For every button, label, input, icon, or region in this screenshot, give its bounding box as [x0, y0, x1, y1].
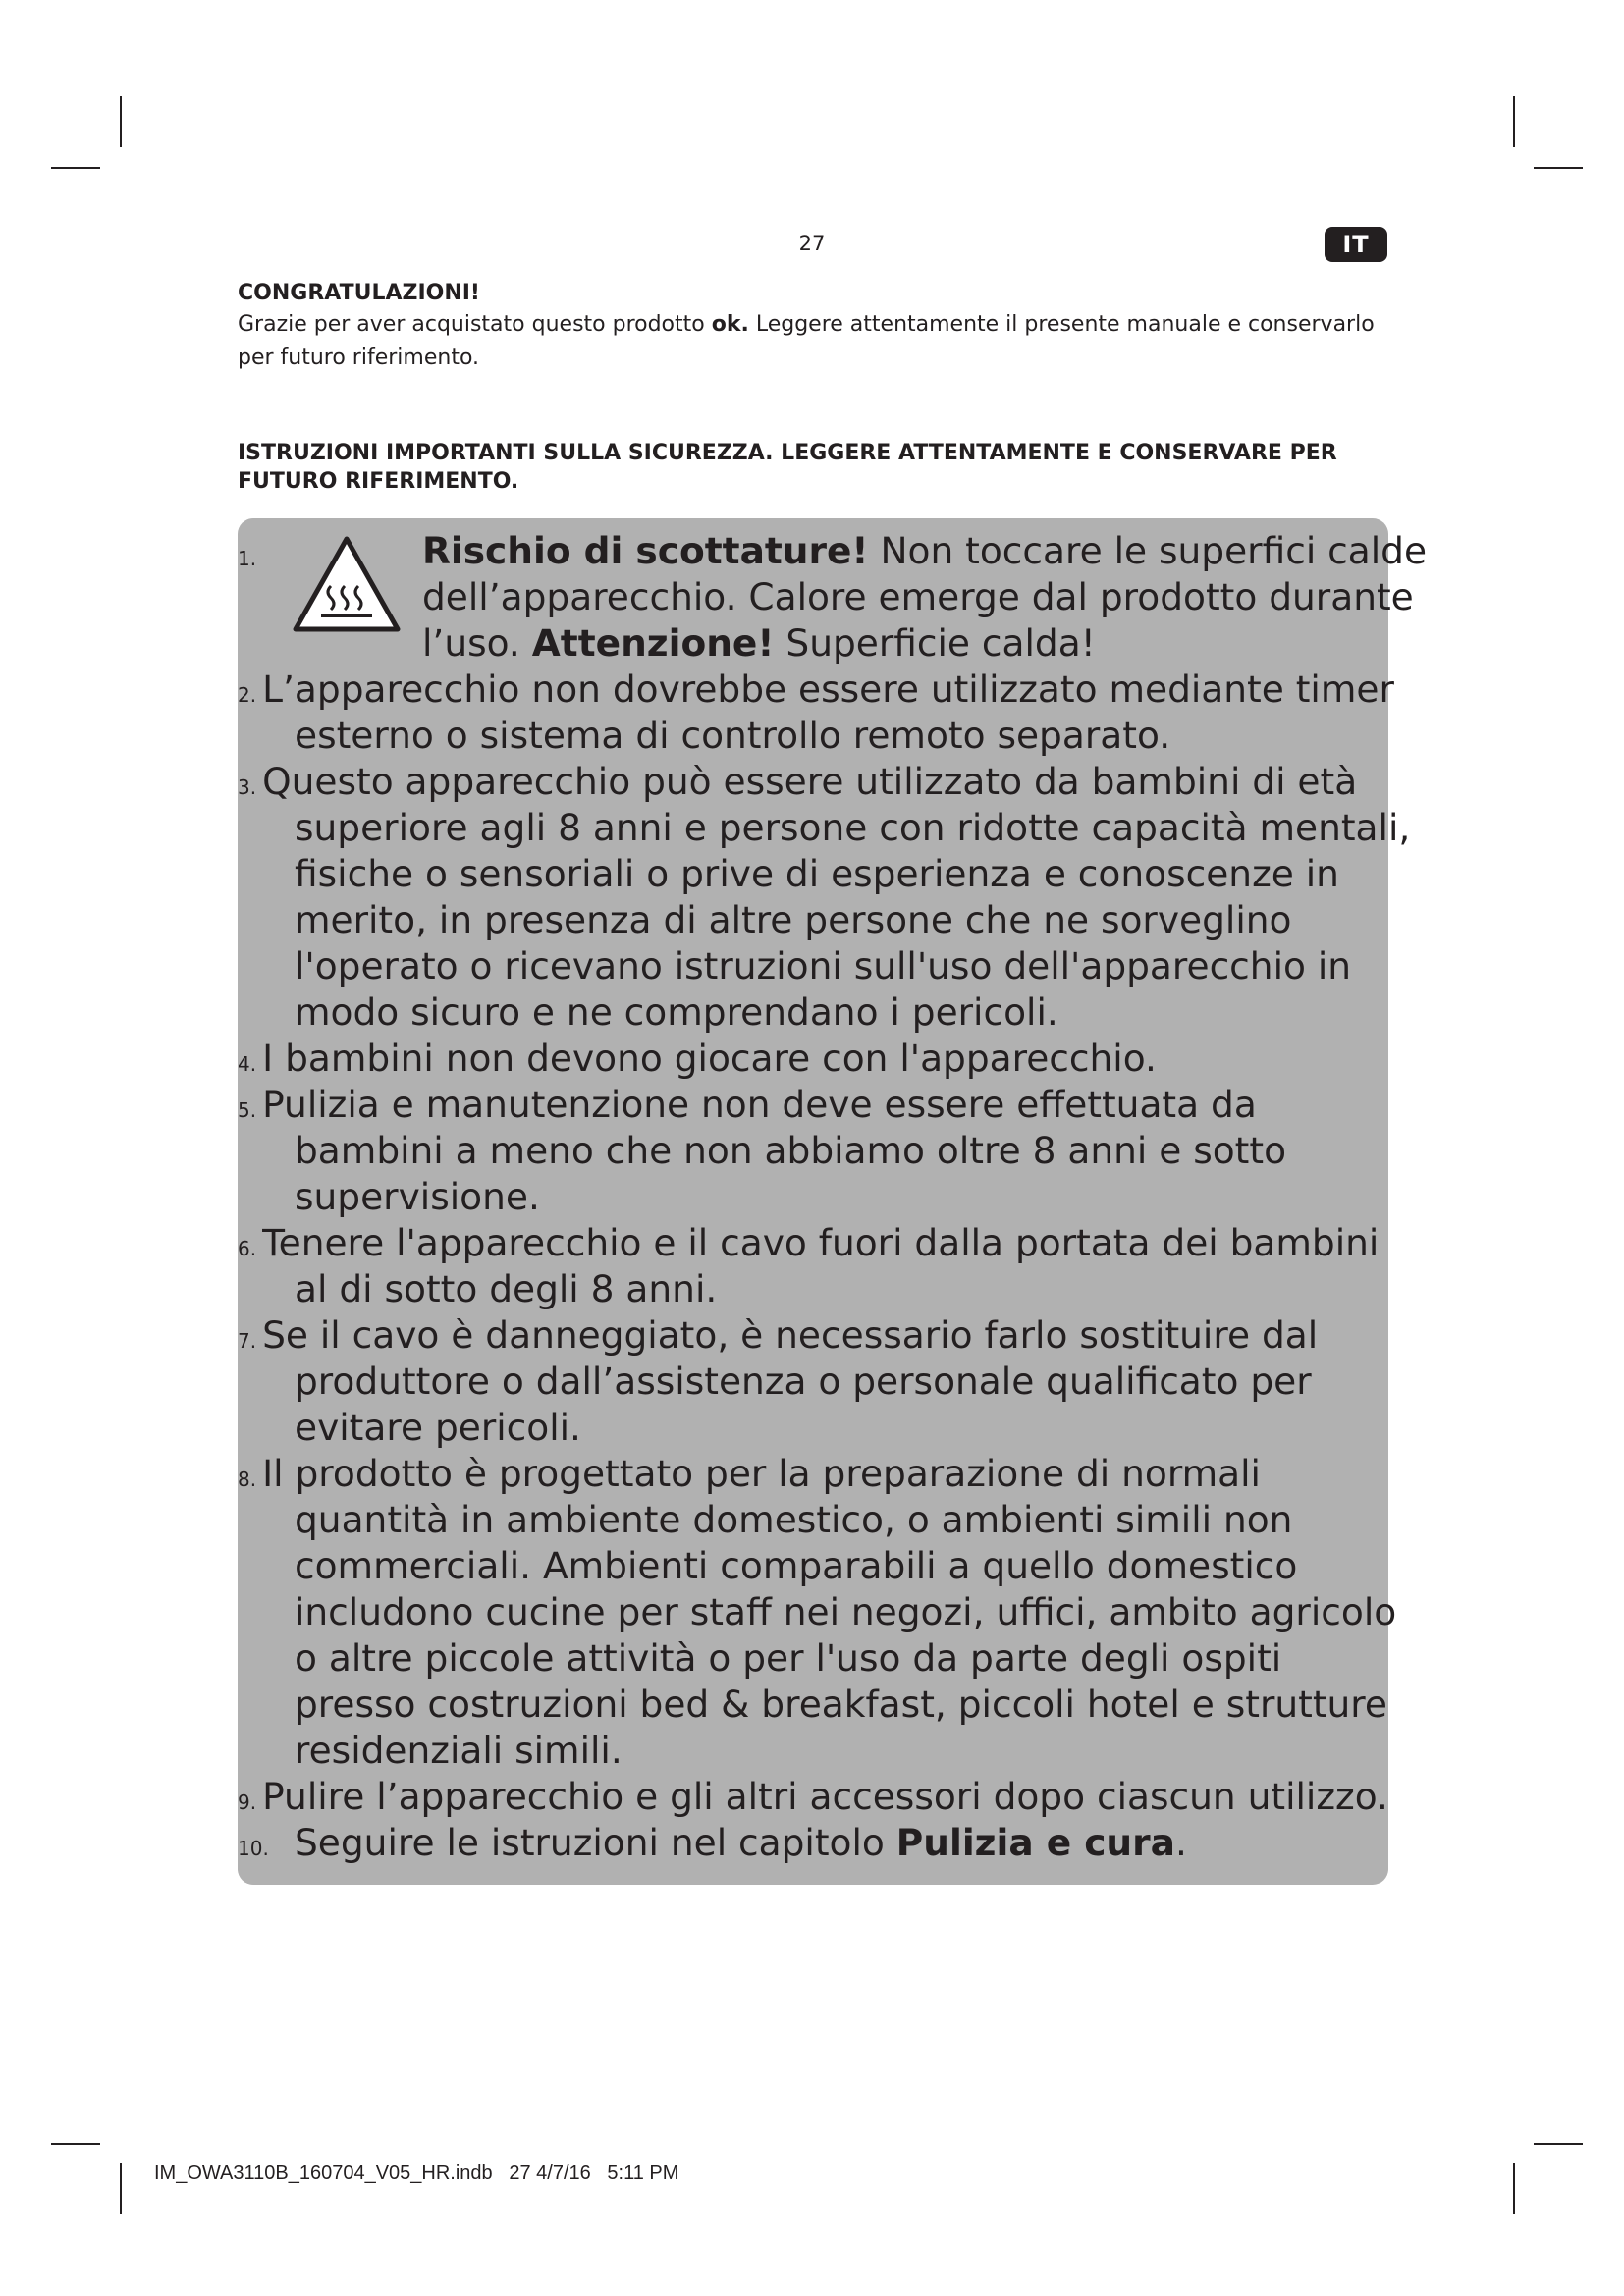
burn-risk-label: Rischio di scottature! — [422, 529, 869, 572]
hot-surface-warning-icon — [292, 535, 402, 633]
list-item — [238, 1220, 1379, 1272]
item-text: Questo apparecchio può essere utilizzato da bambini di età — [262, 760, 1358, 803]
list-item — [238, 1774, 1388, 1826]
congratulations-title: CONGRATULAZIONI! — [238, 281, 480, 305]
list-item-line — [422, 528, 1427, 574]
list-item-line — [422, 620, 1096, 667]
list-item — [238, 1036, 1157, 1088]
safety-heading-line: ISTRUZIONI IMPORTANTI SULLA SICUREZZA. LEGGERE ATTENTAMENTE E CONSERVARE PER — [238, 441, 1337, 465]
intro-text: Grazie per aver acquistato questo prodotto — [238, 312, 712, 337]
intro-paragraph — [238, 308, 1386, 375]
crop-mark — [120, 96, 122, 147]
item-text: l’uso. — [422, 621, 532, 665]
list-item-line: fisiche o sensoriali o prive di esperienza e conoscenze in — [295, 852, 1339, 895]
crop-mark — [51, 167, 100, 169]
brand-name: ok. — [711, 312, 749, 337]
list-item — [238, 1082, 1257, 1134]
cleaning-chapter-reference: Pulizia e cura — [895, 1821, 1175, 1864]
item-number: 1. — [238, 547, 257, 570]
item-number: 4. — [238, 1052, 257, 1076]
language-badge: IT — [1325, 227, 1387, 262]
list-item — [238, 1312, 1318, 1364]
item-number: 10. — [238, 1837, 269, 1860]
list-item-line: o altre piccole attività o per l'uso da parte degli ospiti — [295, 1636, 1282, 1680]
list-item-line: l'operato o ricevano istruzioni sull'uso dell'apparecchio in — [295, 944, 1352, 988]
item-number: 9. — [238, 1790, 257, 1814]
list-item-line: presso costruzioni bed & breakfast, piccoli hotel e strutture — [295, 1682, 1387, 1726]
item-text: Pulire l’apparecchio e gli altri accessori dopo ciascun utilizzo. — [262, 1775, 1388, 1818]
crop-mark — [1534, 167, 1583, 169]
item-text: Se il cavo è danneggiato, è necessario farlo sostituire dal — [262, 1313, 1319, 1357]
item-text: Il prodotto è progettato per la preparazione di normali — [262, 1452, 1261, 1495]
list-item-line: bambini a meno che non abbiamo oltre 8 anni e sotto — [295, 1129, 1287, 1172]
list-item-line: commerciali. Ambienti comparabili a quello domestico — [295, 1544, 1298, 1587]
item-number: 2. — [238, 683, 257, 707]
item-text: Non toccare le superfici calde — [868, 529, 1428, 572]
list-item — [238, 667, 1394, 719]
item-text: Seguire le istruzioni nel capitolo — [295, 1821, 896, 1864]
list-item-line: includono cucine per staff nei negozi, uffici, ambito agricolo — [295, 1590, 1397, 1633]
list-item-line: supervisione. — [295, 1175, 540, 1218]
intro-text: per futuro riferimento. — [238, 346, 480, 370]
crop-mark — [51, 2143, 100, 2145]
print-slug: IM_OWA3110B_160704_V05_HR.indb 27 4/7/16 5:11 PM — [154, 2163, 679, 2184]
intro-text: Leggere attentamente il presente manuale e conservarlo — [748, 312, 1375, 337]
list-item-line: al di sotto degli 8 anni. — [295, 1267, 718, 1310]
item-text: Superficie calda! — [774, 621, 1096, 665]
list-item-line: quantità in ambiente domestico, o ambienti simili non — [295, 1498, 1293, 1541]
item-number: 6. — [238, 1237, 257, 1260]
crop-mark — [1513, 2163, 1515, 2214]
crop-mark — [1513, 96, 1515, 147]
item-text: L’apparecchio non dovrebbe essere utilizzato mediante timer — [262, 667, 1394, 711]
crop-mark — [120, 2163, 122, 2214]
list-item-line: modo sicuro e ne comprendano i pericoli. — [295, 990, 1058, 1034]
list-item — [238, 1451, 1261, 1503]
list-item-line: residenziali simili. — [295, 1729, 623, 1772]
safety-heading-line: FUTURO RIFERIMENTO. — [238, 469, 519, 494]
item-text: . — [1174, 1821, 1187, 1864]
list-item-line: merito, in presenza di altre persone che ne sorveglino — [295, 898, 1292, 941]
page-number: 27 — [798, 232, 826, 255]
item-text: Pulizia e manutenzione non deve essere effettuata da — [262, 1083, 1257, 1126]
list-item-line: produttore o dall’assistenza o personale qualificato per — [295, 1360, 1312, 1403]
list-item-line: superiore agli 8 anni e persone con ridotte capacità mentali, — [295, 806, 1411, 849]
list-item — [238, 759, 1357, 811]
safety-heading — [238, 439, 1386, 496]
list-item — [238, 1820, 275, 1872]
item-number: 3. — [238, 775, 257, 799]
item-number: 8. — [238, 1468, 257, 1491]
list-item — [238, 530, 262, 582]
item-text: I bambini non devono giocare con l'apparecchio. — [262, 1037, 1157, 1080]
crop-mark — [1534, 2143, 1583, 2145]
list-item-line: dell’apparecchio. Calore emerge dal prodotto durante — [422, 575, 1414, 618]
list-item-line — [295, 1820, 1187, 1866]
list-item-line: evitare pericoli. — [295, 1406, 581, 1449]
item-number: 7. — [238, 1329, 257, 1353]
list-item-line: esterno o sistema di controllo remoto separato. — [295, 714, 1171, 757]
attention-label: Attenzione! — [531, 621, 775, 665]
item-number: 5. — [238, 1098, 257, 1122]
item-text: Tenere l'apparecchio e il cavo fuori dalla portata dei bambini — [262, 1221, 1380, 1264]
